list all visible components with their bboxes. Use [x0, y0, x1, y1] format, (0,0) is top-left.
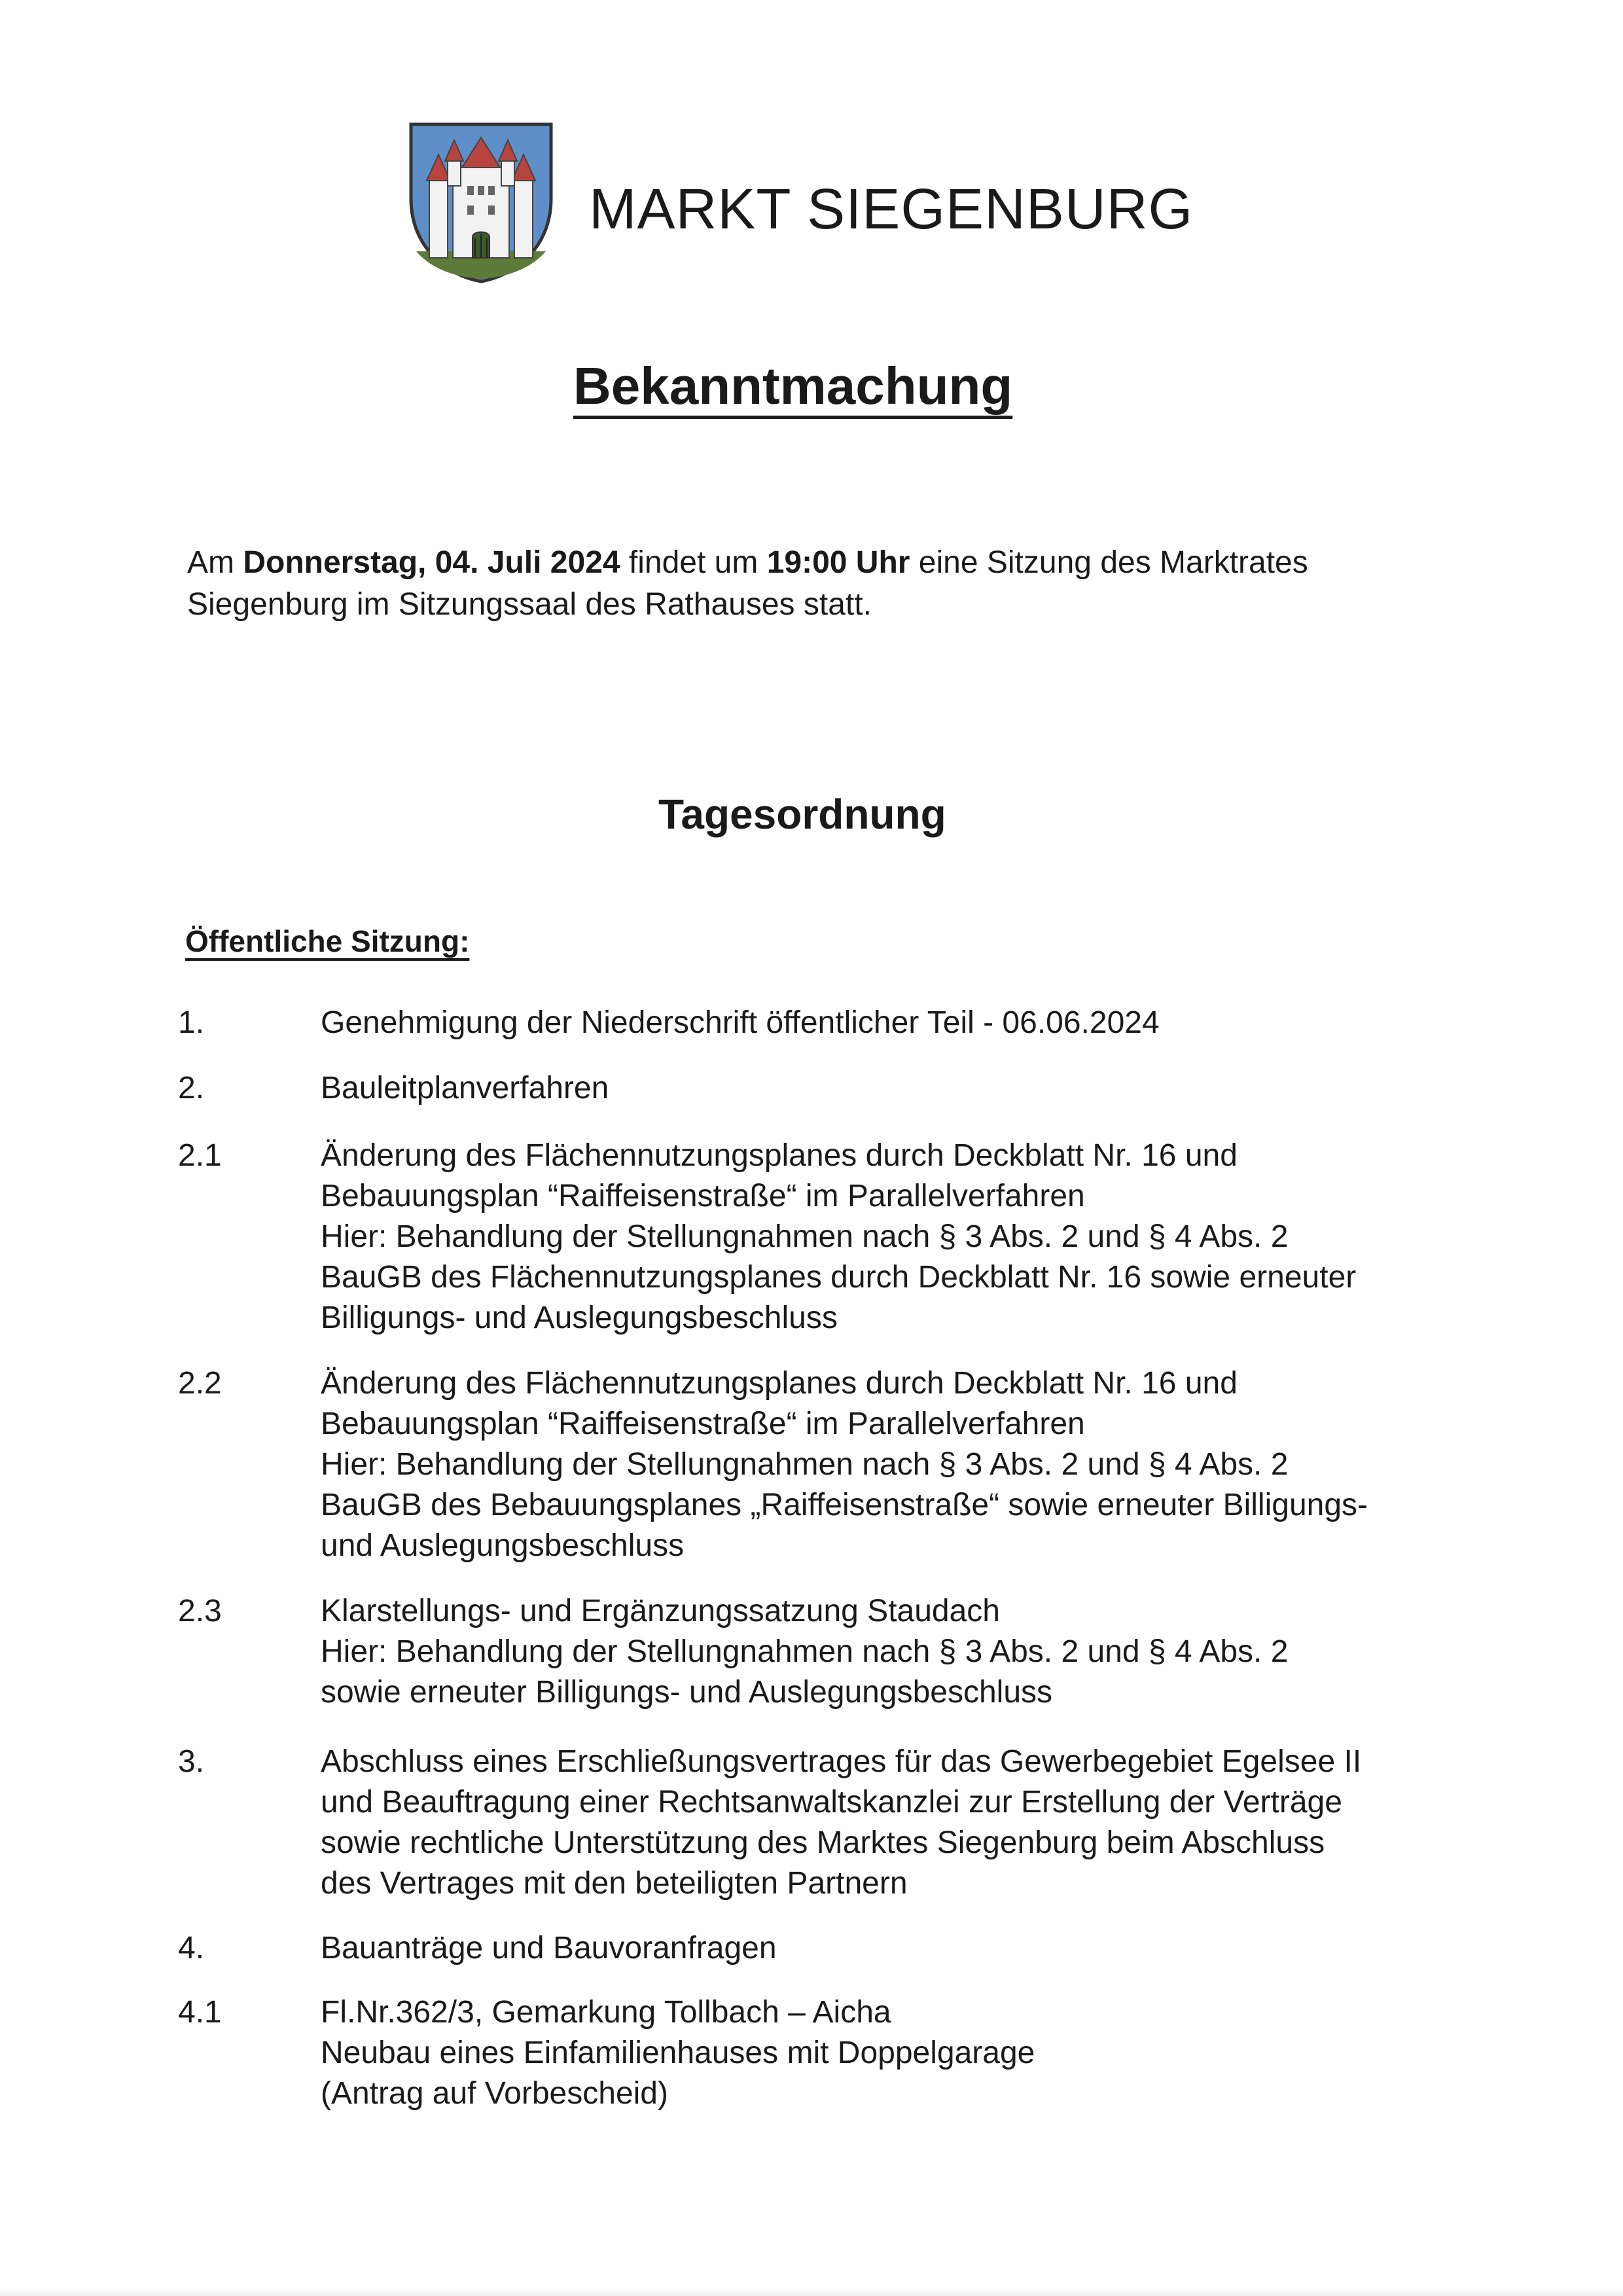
agenda-number: 2.	[178, 1071, 205, 1105]
intro-text: Am	[187, 545, 243, 580]
intro-text: eine Sitzung des Marktrates Siegenburg im Sitzungssaal des Rathauses statt.	[187, 545, 1308, 622]
agenda-line: Klarstellungs- und Ergänzungssatzung Staudach	[321, 1594, 1000, 1628]
agenda-number: 4.1	[178, 1995, 222, 2030]
agenda-text	[321, 1742, 1454, 1904]
agenda-line: Bauanträge und Bauvoranfragen	[321, 1931, 777, 1965]
agenda-line: Hier: Behandlung der Stellungnahmen nach § 3 Abs. 2 und § 4 Abs. 2	[321, 1219, 1289, 1254]
agenda-line: sowie erneuter Billigungs- und Auslegungsbeschluss	[321, 1675, 1053, 1710]
document-title: Bekanntmachung	[573, 357, 1013, 415]
agenda-item-2-2	[178, 1363, 1454, 1566]
agenda-number: 2.3	[178, 1594, 222, 1628]
agenda-line: Hier: Behandlung der Stellungnahmen nach § 3 Abs. 2 und § 4 Abs. 2	[321, 1447, 1289, 1482]
agenda-line: BauGB des Bebauungsplanes „Raiffeisenstraße“ sowie erneuter Billigungs-	[321, 1488, 1368, 1522]
agenda-line: BauGB des Flächennutzungsplanes durch Deckblatt Nr. 16 sowie erneuter	[321, 1260, 1357, 1295]
agenda-line: und Beauftragung einer Rechtsanwaltskanzlei zur Erstellung der Verträge	[321, 1785, 1342, 1820]
intro-paragraph	[187, 542, 1457, 626]
agenda-line: Neubau eines Einfamilienhauses mit Doppelgarage	[321, 2036, 1035, 2070]
agenda-line: Bebauungsplan “Raiffeisenstraße“ im Parallelverfahren	[321, 1179, 1085, 1213]
agenda-line: Bebauungsplan “Raiffeisenstraße“ im Parallelverfahren	[321, 1407, 1085, 1441]
agenda-number: 1.	[178, 1005, 205, 1040]
coat-of-arms-icon	[407, 120, 555, 284]
agenda-line: Abschluss eines Erschließungsvertrages für das Gewerbegebiet Egelsee II	[321, 1744, 1362, 1779]
scan-edge	[0, 2288, 1623, 2296]
agenda-number: 2.1	[178, 1138, 222, 1173]
agenda-line: Bauleitplanverfahren	[321, 1071, 609, 1105]
agenda-item-2	[178, 1068, 1454, 1109]
agenda-number: 2.2	[178, 1366, 222, 1401]
agenda-item-2-3	[178, 1591, 1454, 1713]
agenda-text	[321, 1992, 1454, 2114]
agenda-text	[321, 1928, 1454, 1969]
agenda-text	[321, 1363, 1454, 1566]
agenda-item-4-1	[178, 1992, 1454, 2114]
agenda-number: 3.	[178, 1744, 205, 1779]
agenda-item-3	[178, 1742, 1454, 1904]
intro-text: findet um	[620, 545, 767, 580]
agenda-text	[321, 1136, 1454, 1338]
section-heading-public: Öffentliche Sitzung:	[185, 924, 470, 958]
agenda-line: Billigungs- und Auslegungsbeschluss	[321, 1300, 838, 1335]
agenda-line: sowie rechtliche Unterstützung des Marktes Siegenburg beim Abschluss	[321, 1825, 1325, 1860]
agenda-text	[321, 1068, 1454, 1109]
agenda-line: Änderung des Flächennutzungsplanes durch Deckblatt Nr. 16 und	[321, 1138, 1238, 1173]
agenda-item-2-1	[178, 1136, 1454, 1338]
meeting-time: 19:00 Uhr	[766, 545, 910, 580]
agenda-line: und Auslegungsbeschluss	[321, 1528, 685, 1563]
agenda-line: Hier: Behandlung der Stellungnahmen nach § 3 Abs. 2 und § 4 Abs. 2	[321, 1634, 1289, 1669]
municipality-name: MARKT SIEGENBURG	[589, 177, 1194, 241]
agenda-line: des Vertrages mit den beteiligten Partnern	[321, 1866, 908, 1901]
agenda-text	[321, 1003, 1454, 1043]
agenda-line: Fl.Nr.362/3, Gemarkung Tollbach – Aicha	[321, 1995, 891, 2030]
agenda-item-4	[178, 1928, 1454, 1969]
agenda-line: Genehmigung der Niederschrift öffentlicher Teil - 06.06.2024	[321, 1005, 1160, 1040]
agenda-line: Änderung des Flächennutzungsplanes durch Deckblatt Nr. 16 und	[321, 1366, 1238, 1401]
agenda-item-1	[178, 1003, 1454, 1043]
agenda-number: 4.	[178, 1931, 205, 1965]
agenda-line: (Antrag auf Vorbescheid)	[321, 2076, 668, 2111]
agenda-heading: Tagesordnung	[658, 791, 946, 838]
meeting-date: Donnerstag, 04. Juli 2024	[243, 545, 620, 580]
agenda-text	[321, 1591, 1454, 1713]
